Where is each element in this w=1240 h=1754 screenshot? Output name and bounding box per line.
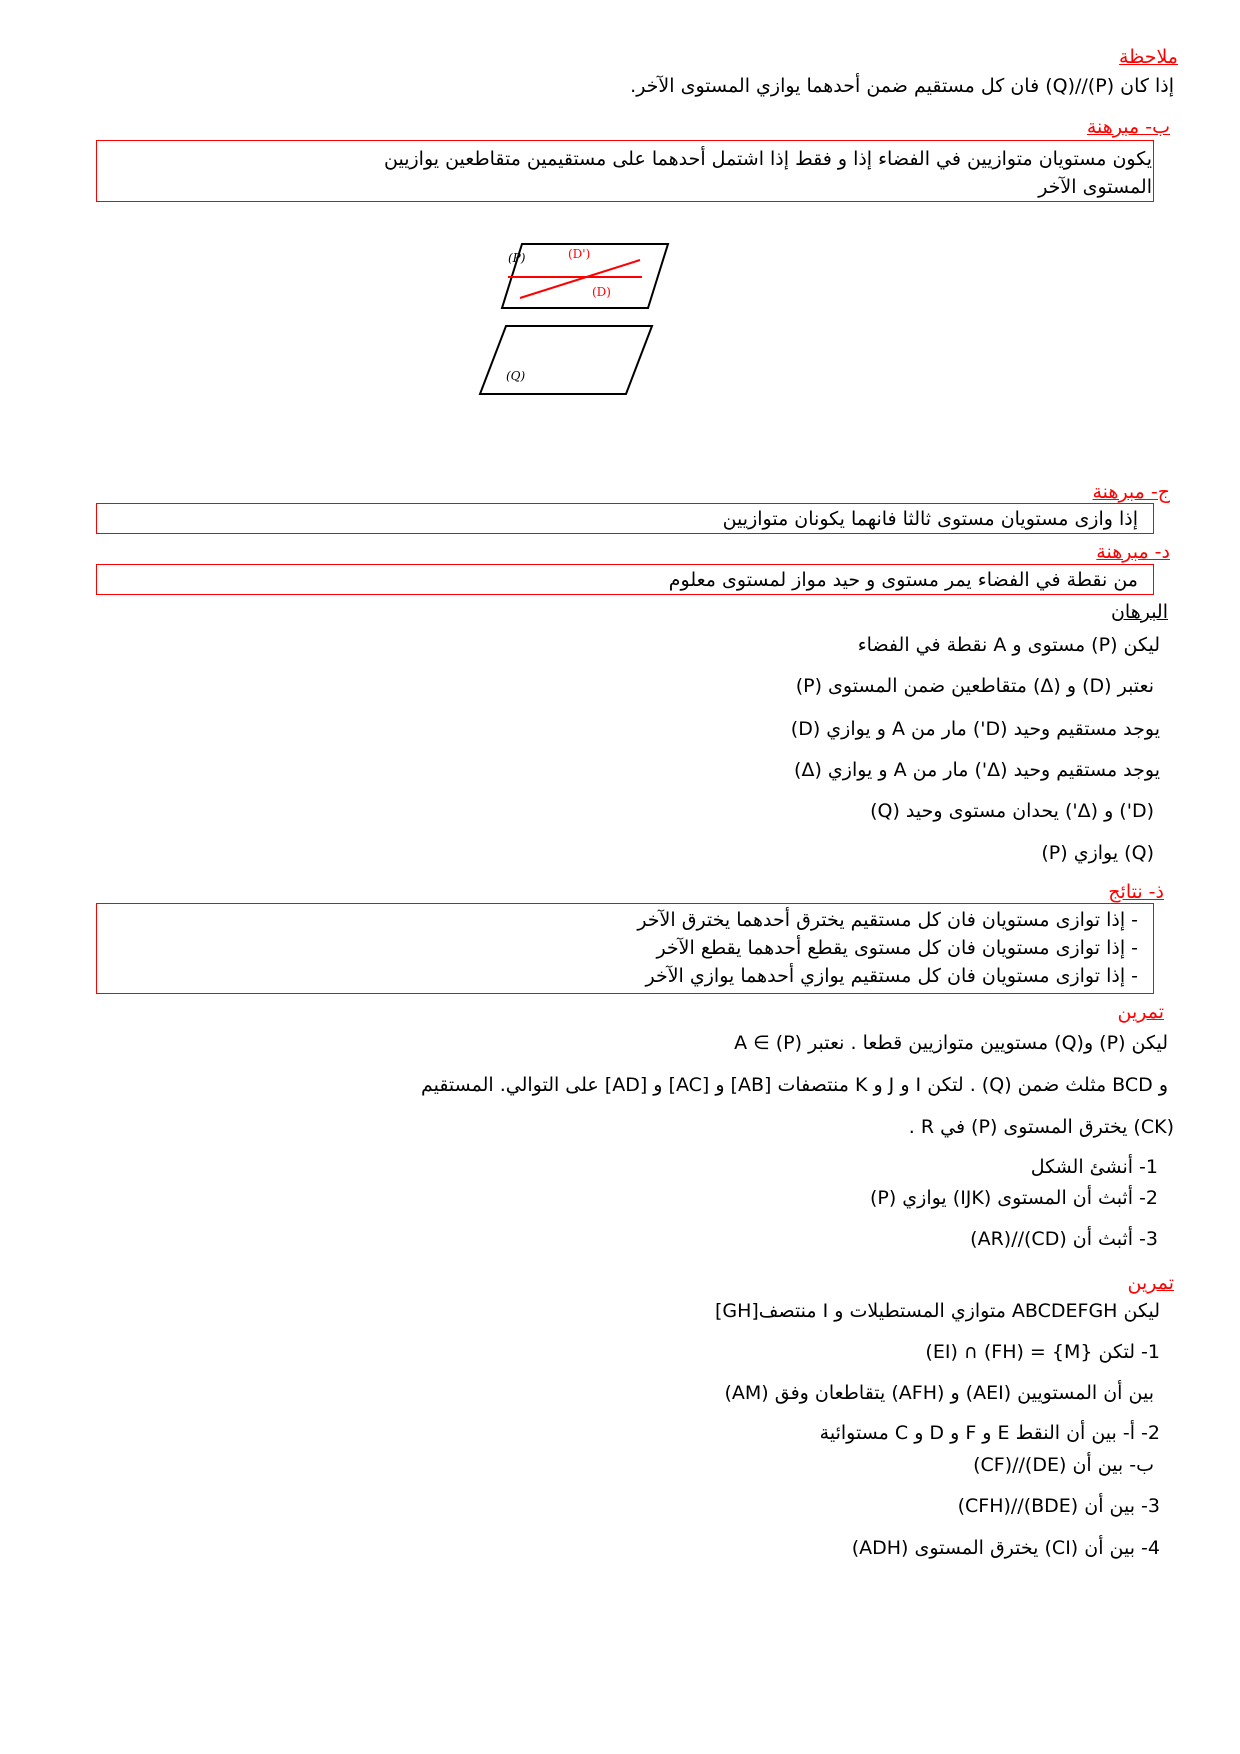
exercise-1-line-3: (CK) يخترق المستوى (P) في R . bbox=[908, 1116, 1174, 1138]
exercise-1-question-3: 3- أثبث أن (CD)//(AR) bbox=[970, 1228, 1158, 1250]
results-line-2: - إذا توازى مستويان فان كل مستوى يقطع أحدهما يقطع الآخر bbox=[656, 937, 1138, 959]
theorem-b-heading: ب- مبرهنة bbox=[1086, 116, 1170, 138]
exercise-2-heading: تمرين bbox=[1127, 1272, 1174, 1294]
exercise-1-line-1: ليكن (P) و(Q) مستويين متوازيين قطعا . نعتبر A ∈ (P) bbox=[734, 1032, 1168, 1054]
proof-heading: البرهان bbox=[1110, 601, 1168, 623]
results-heading: ذ- نتائج bbox=[1108, 881, 1164, 903]
proof-line-3: يوجد مستقيم وحيد (D') مار من A و يوازي (D) bbox=[790, 718, 1160, 740]
proof-line-4: يوجد مستقيم وحيد (Δ') مار من A و يوازي (Δ) bbox=[794, 759, 1160, 781]
results-line-1: - إذا توازى مستويان فان كل مستقيم يخترق أحدهما يخترق الآخر bbox=[637, 909, 1138, 931]
proof-line-1: ليكن (P) مستوى و A نقطة في الفضاء bbox=[857, 634, 1160, 656]
exercise-1-line-2: و BCD مثلث ضمن (Q) . لتكن I و J و K منتصفات [AB] و [AC] و [AD] على التوالي. المستقيم bbox=[420, 1074, 1168, 1096]
theorem-c-heading: ج- مبرهنة bbox=[1092, 481, 1170, 503]
exercise-2-question-1: 1- لتكن {M} = (FH) ∩ (EI) bbox=[925, 1341, 1160, 1363]
exercise-2-question-3: 3- بين أن (BDE)//(CFH) bbox=[957, 1495, 1160, 1517]
note-heading: ملاحظة bbox=[1118, 46, 1178, 68]
theorem-b-line-2: المستوى الآخر bbox=[1038, 176, 1152, 198]
exercise-1-heading: تمرين bbox=[1117, 1001, 1164, 1023]
exercise-1-question-2: 2- أثبث أن المستوى (IJK) يوازي (P) bbox=[869, 1187, 1158, 1209]
exercise-1-question-1: 1- أنشئ الشكل bbox=[1030, 1156, 1158, 1178]
results-line-3: - إذا توازى مستويان فان كل مستقيم يوازي أحدهما يوازي الآخر bbox=[645, 965, 1138, 987]
theorem-c-line: إذا وازى مستويان مستوى ثالثا فانهما يكونان متوازيين bbox=[722, 508, 1138, 530]
theorem-d-line: من نقطة في الفضاء يمر مستوى و حيد مواز لمستوى معلوم bbox=[668, 569, 1138, 591]
line-d-prime bbox=[520, 260, 640, 298]
theorem-b-line-1: يكون مستويان متوازيين في الفضاء إذا و فقط إذا اشتمل أحدهما على مستقيمين متقاطعين يوازيين bbox=[384, 148, 1152, 170]
exercise-2-question-1-text: بين أن المستويين (AEI) و (AFH) يتقاطعان وفق (AM) bbox=[724, 1382, 1154, 1404]
proof-line-5: (D') و (Δ') يحدان مستوى وحيد (Q) bbox=[870, 800, 1154, 822]
note-line: إذا كان (P)//(Q) فان كل مستقيم ضمن أحدهما يوازي المستوى الآخر. bbox=[630, 75, 1174, 97]
proof-line-6: (Q) يوازي (P) bbox=[1041, 842, 1154, 864]
exercise-2-question-2b: ب- بين أن (DE)//(CF) bbox=[973, 1454, 1154, 1476]
exercise-2-question-2a: 2- أ- بين أن النقط E و F و D و C مستوائية bbox=[819, 1422, 1160, 1444]
plane-q-shape bbox=[480, 326, 652, 394]
label-q: (Q) bbox=[506, 369, 526, 383]
exercise-2-intro: ليكن ABCDEFGH متوازي المستطيلات و I منتصف[GH] bbox=[714, 1300, 1160, 1322]
parallel-planes-figure bbox=[470, 238, 670, 408]
label-d: (D) bbox=[592, 285, 611, 299]
label-p: (P) bbox=[508, 251, 526, 265]
proof-line-2: نعتبر (D) و (Δ) متقاطعين ضمن المستوى (P) bbox=[795, 675, 1154, 697]
theorem-d-heading: د- مبرهنة bbox=[1096, 541, 1170, 563]
label-d-prime: (D') bbox=[568, 247, 591, 261]
exercise-2-question-4: 4- بين أن (CI) يخترق المستوى (ADH) bbox=[851, 1537, 1160, 1559]
